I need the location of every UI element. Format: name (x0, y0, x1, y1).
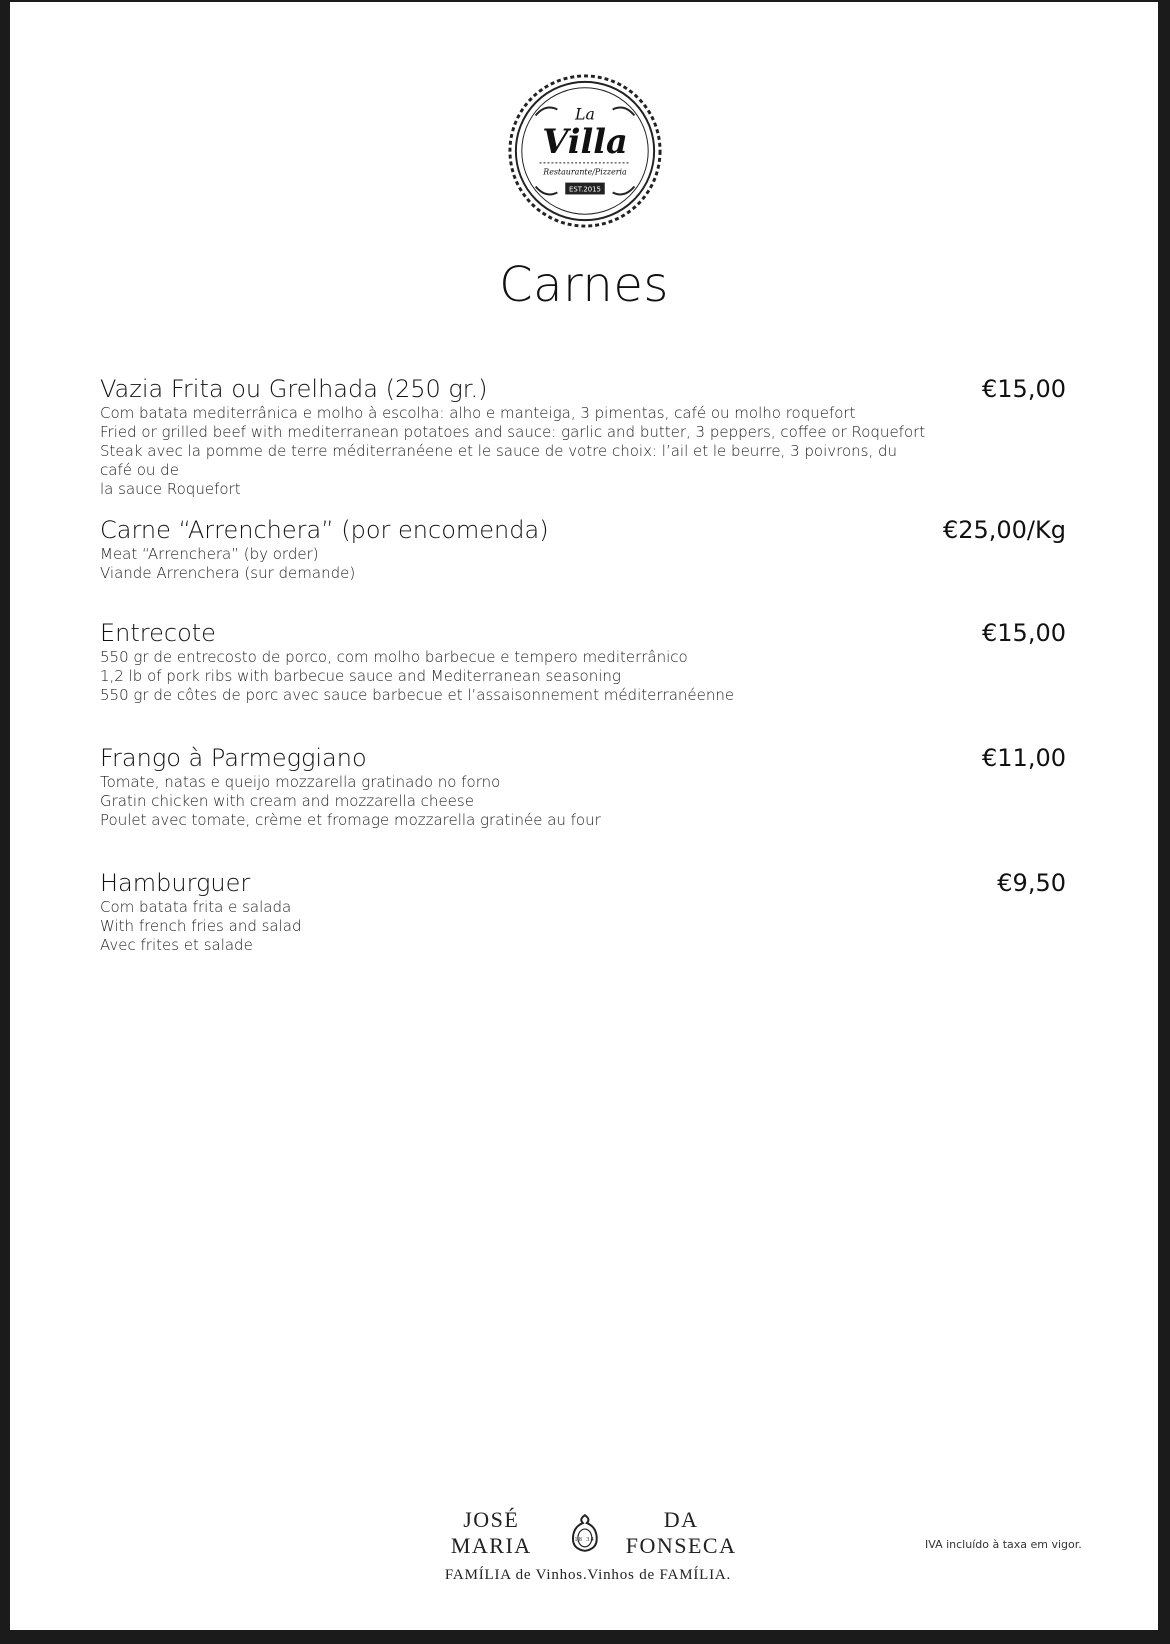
menu-item-price: €15,00 (982, 375, 1066, 403)
menu-item-name: Vazia Frita ou Grelhada (250 gr.) (100, 375, 488, 403)
description-line: Avec frites et salade (100, 936, 253, 954)
sponsor-name-left: JOSÉ MARIA (450, 1507, 532, 1558)
description-line: Com batata mediterrânica e molho à escolha: alho e manteiga, 3 pimentas, café ou molho roquefort (100, 404, 856, 422)
sponsor-name-right: DA FONSECA (625, 1507, 737, 1558)
menu-item-name: Entrecote (100, 619, 216, 647)
tax-note: IVA incluído à taxa em vigor. (925, 1538, 1082, 1551)
description-line: Gratin chicken with cream and mozzarella cheese (100, 792, 474, 810)
sponsor-logo (420, 1507, 756, 1584)
description-line: 550 gr de côtes de porc avec sauce barbecue et l’assaisonnement méditerranéenne (100, 686, 735, 704)
menu-item-description (100, 404, 930, 499)
menu-item-description (100, 545, 930, 583)
menu-item (100, 374, 1066, 499)
logo-text-subtitle: Restaurante/Pizzeria (543, 167, 627, 177)
fonseca-crest-icon (571, 1513, 599, 1553)
la-villa-seal-logo (506, 72, 664, 230)
menu-item (100, 515, 1066, 583)
description-line: Com batata frita e salada (100, 898, 292, 916)
description-line: 550 gr de entrecosto de porco, com molho barbecue e tempero mediterrânico (100, 648, 688, 666)
logo-text-est: EST.2015 (569, 185, 601, 194)
menu-item-price: €9,50 (997, 869, 1066, 897)
menu-item-description (100, 648, 930, 705)
logo-text-la: La (575, 104, 595, 124)
menu-item-description (100, 898, 930, 955)
menu-page (10, 2, 1158, 1630)
description-line: Viande Arrenchera (sur demande) (100, 564, 356, 582)
description-line: Fried or grilled beef with mediterranean potatoes and sauce: garlic and butter, 3 peppers, coffee or Roquefort (100, 423, 926, 441)
description-line: Steak avec la pomme de terre méditerranéene et le sauce de votre choix: l’ail et le beurre, 3 poivrons, du café ou de (100, 442, 898, 479)
menu-item-description (100, 773, 930, 830)
page-title: Carnes (499, 257, 669, 313)
description-line: With french fries and salad (100, 917, 302, 935)
menu-item-price: €11,00 (982, 744, 1066, 772)
menu-item (100, 618, 1066, 705)
menu-item-name: Hamburguer (100, 869, 251, 897)
description-line: Tomate, natas e queijo mozzarella gratinado no forno (100, 773, 501, 791)
crest-year: 18 34 (573, 1536, 595, 1543)
menu-item (100, 743, 1066, 830)
menu-item-price: €25,00/Kg (942, 516, 1066, 544)
description-line: 1,2 lb of pork ribs with barbecue sauce and Mediterranean seasoning (100, 667, 621, 685)
logo-text-villa: Villa (542, 120, 628, 161)
description-line: la sauce Roquefort (100, 480, 241, 498)
menu-item-price: €15,00 (982, 619, 1066, 647)
sponsor-name-row (420, 1507, 756, 1559)
description-line: Meat “Arrenchera” (by order) (100, 545, 319, 563)
description-line: Poulet avec tomate, crème et fromage mozzarella gratinée au four (100, 811, 601, 829)
sponsor-tagline: FAMÍLIA de Vinhos.Vinhos de FAMÍLIA. (444, 1567, 732, 1583)
menu-item (100, 868, 1066, 955)
menu-item-name: Frango à Parmeggiano (100, 744, 367, 772)
menu-item-name: Carne “Arrenchera” (por encomenda) (100, 516, 549, 544)
